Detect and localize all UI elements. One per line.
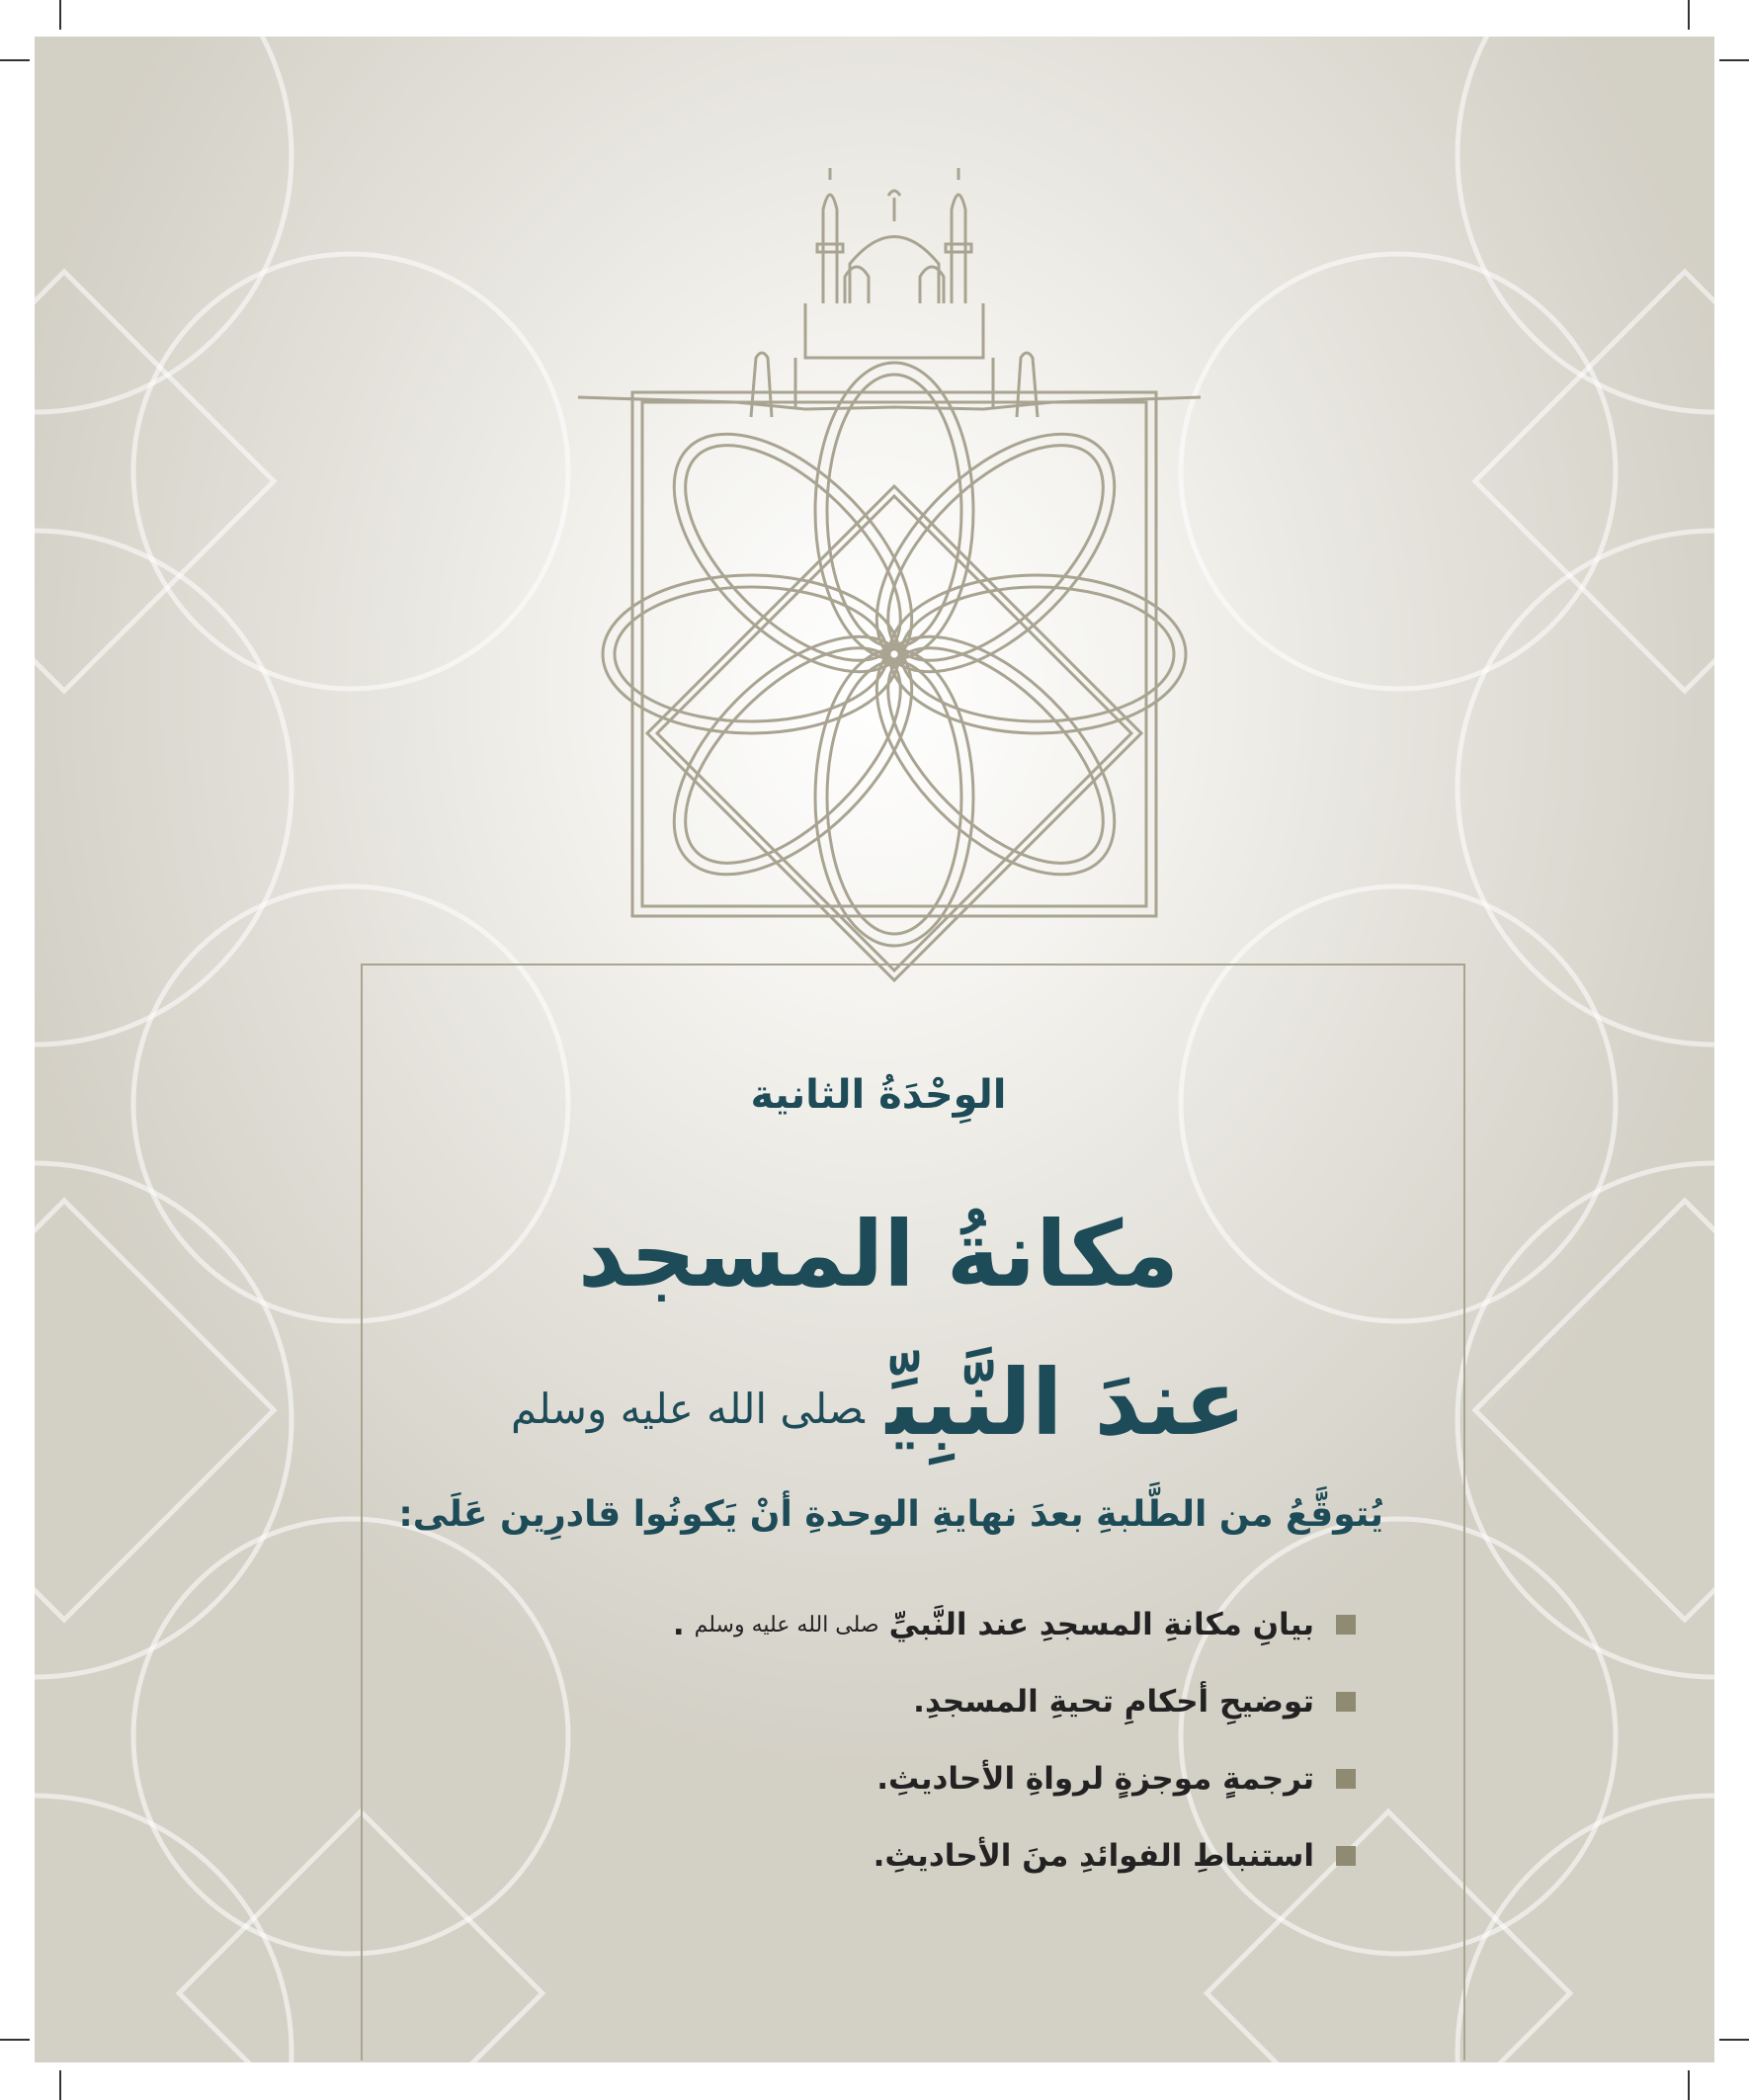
objective-text: ترجمةٍ موجزةٍ لرواةِ الأحاديثِ. (876, 1761, 1314, 1797)
objective-item (336, 1586, 1356, 1663)
objective-item (336, 1663, 1356, 1740)
objective-text: بيانِ مكانةِ المسجدِ عند النَّبيِّ (888, 1607, 1314, 1642)
objective-text: توضيحِ أحكامِ تحيةِ المسجدِ. (913, 1684, 1314, 1720)
objective-suffix: . (672, 1607, 685, 1642)
objectives-list (336, 1586, 1356, 1894)
crop-mark (59, 2070, 61, 2100)
crop-mark (1719, 59, 1749, 61)
mosque-silhouette-icon (578, 168, 1201, 417)
square-bullet-icon (1336, 1846, 1356, 1866)
crop-mark (1688, 2070, 1690, 2100)
objective-text: استنباطِ الفوائدِ منَ الأحاديثِ. (873, 1838, 1314, 1874)
unit-label: الوِحْدَةُ الثانية (750, 1072, 1007, 1118)
crop-mark (1719, 2039, 1749, 2041)
square-bullet-icon (1336, 1615, 1356, 1635)
eight-petal-rosette-icon (603, 363, 1186, 980)
objective-item (336, 1817, 1356, 1894)
objective-honorific: صلى الله عليه وسلم (694, 1612, 879, 1638)
objective-item (336, 1740, 1356, 1817)
square-bullet-icon (1336, 1692, 1356, 1712)
objectives-intro: يُتوقَّعُ من الطَّلبةِ بعدَ نهايةِ الوحدةِ أنْ يَكونُوا قادرِين عَلَى: (398, 1494, 1383, 1535)
mosque-rosette-emblem (509, 150, 1240, 1059)
title-line-2 (326, 1329, 1431, 1483)
crop-mark (0, 2039, 30, 2041)
crop-mark (1688, 0, 1690, 30)
title-line-2-text: عندَ النَّبِيِّ (885, 1350, 1247, 1456)
title-line-1: مكانةُ المسجد (577, 1202, 1180, 1307)
page-title (326, 1181, 1431, 1483)
square-bullet-icon (1336, 1769, 1356, 1789)
title-honorific: صلى الله عليه وسلم (510, 1384, 865, 1433)
crop-mark (59, 0, 61, 30)
crop-mark (0, 59, 30, 61)
